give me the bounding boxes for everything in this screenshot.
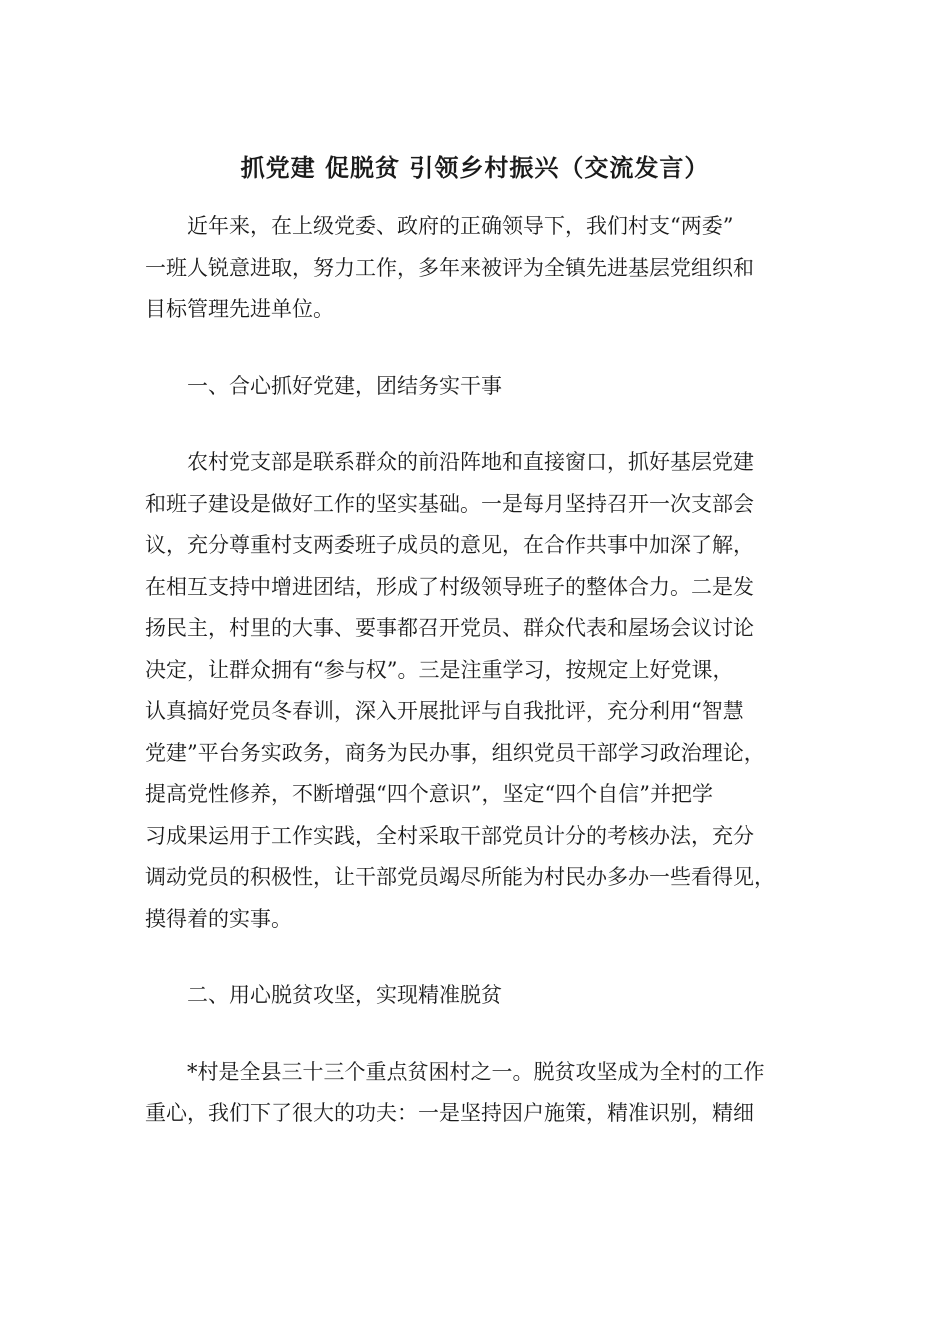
paragraph-line: *村是全县三十三个重点贫困村之一。脱贫攻坚成为全村的工作	[145, 1059, 765, 1084]
paragraph-line: 一班人锐意进取，努力工作，多年来被评为全镇先进基层党组织和	[145, 255, 754, 280]
paragraph-line: 党建”平台务实政务，商务为民办事，组织党员干部学习政治理论，	[145, 740, 765, 765]
paragraph-line: 议，充分尊重村支两委班子成员的意见，在合作共事中加深了解，	[145, 533, 754, 557]
paragraph-line: 摸得着的实事。	[145, 906, 292, 931]
paragraph-line: 在相互支持中增进团结，形成了村级领导班子的整体合力。二是发	[145, 574, 754, 599]
paragraph-line: 目标管理先进单位。	[145, 297, 334, 321]
section-heading: 二、用心脱贫攻坚，实现精准脱贫	[145, 983, 502, 1007]
section-heading: 一、合心抓好党建，团结务实干事	[145, 373, 502, 398]
paragraph-line: 农村党支部是联系群众的前沿阵地和直接窗口，抓好基层党建	[145, 450, 754, 474]
paragraph-line: 认真搞好党员冬春训，深入开展批评与自我批评，充分利用“智慧	[145, 699, 744, 723]
paragraph-gap	[145, 331, 810, 366]
paragraph-line: 决定，让群众拥有“参与权”。三是注重学习，按规定上好党课，	[145, 657, 734, 682]
document-title: 抓党建 促脱贫 引领乡村振兴（交流发言）	[240, 154, 710, 182]
document-body	[145, 206, 810, 1135]
paragraph-line: 和班子建设是做好工作的坚实基础。一是每月坚持召开一次支部会	[145, 491, 754, 516]
paragraph-gap	[145, 1017, 810, 1052]
paragraph-line: 扬民主，村里的大事、要事都召开党员、群众代表和屋场会议讨论	[145, 616, 754, 640]
paragraph-line: 近年来，在上级党委、政府的正确领导下，我们村支“两委”	[145, 214, 734, 238]
paragraph-line: 调动党员的积极性，让干部党员竭尽所能为村民办多办一些看得见，	[145, 865, 775, 889]
paragraph-gap	[145, 940, 810, 975]
paragraph-line: 提高党性修养，不断增强“四个意识”，坚定“四个自信”并把学	[145, 782, 713, 806]
paragraph-line: 重心，我们下了很大的功夫：一是坚持因户施策，精准识别，精细	[145, 1101, 754, 1125]
paragraph-line: 习成果运用于工作实践，全村采取干部党员计分的考核办法，充分	[145, 823, 754, 848]
paragraph-gap	[145, 407, 810, 442]
